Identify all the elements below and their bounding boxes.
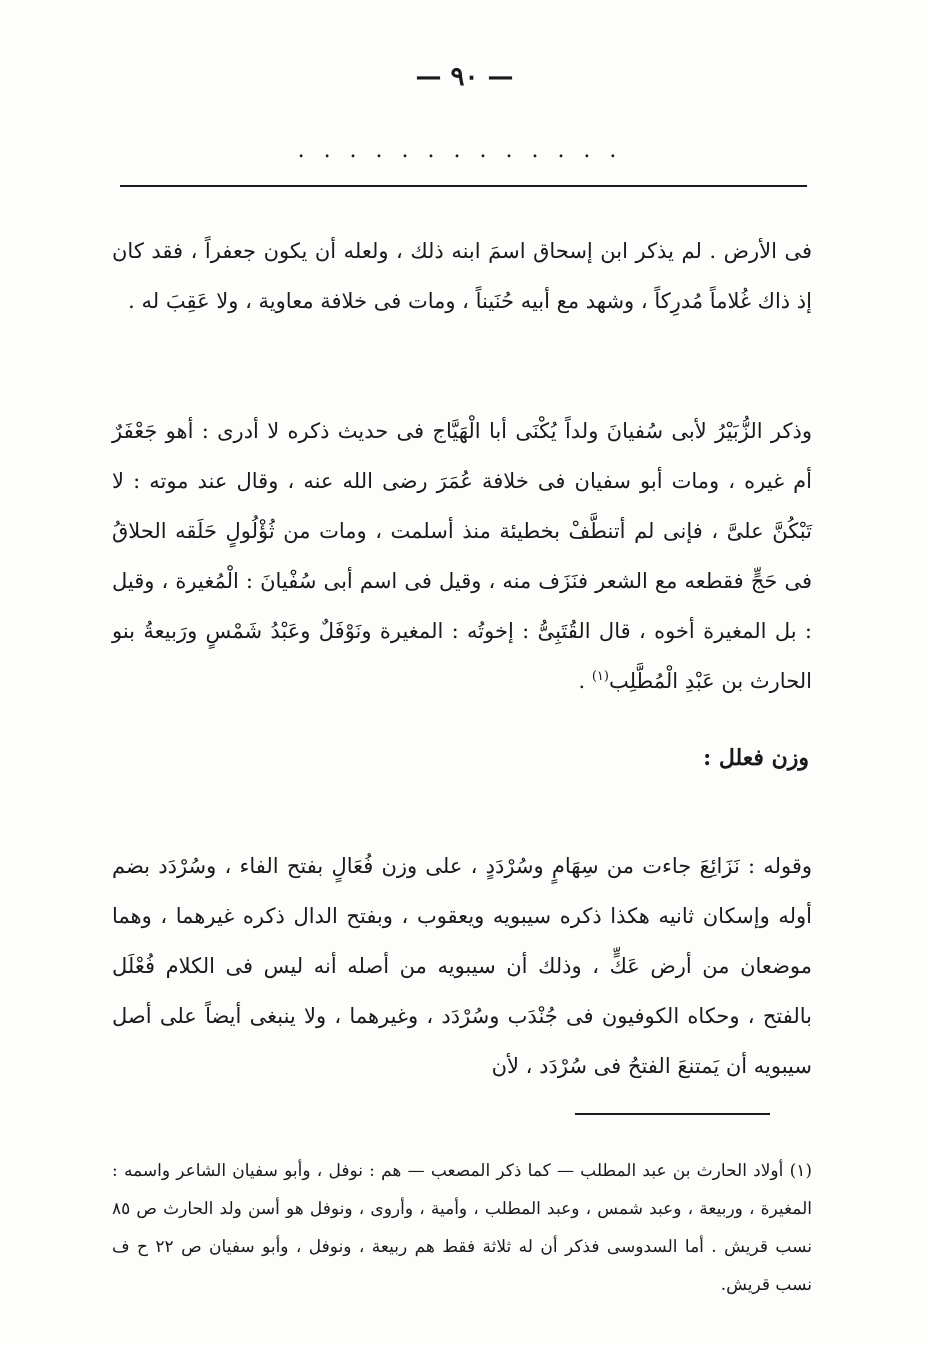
separator-dots: . . . . . . . . . . . . . [297,138,623,163]
footnote: (١) أولاد الحارث بن عبد المطلب — كما ذكر المصعب — هم : نوفل ، وأبو سفيان الشاعر واسمه : المغيرة ، وربيعة ، وعبد شمس ، وعبد المطلب ، وأمية ، وأروى ، ونوفل هو أسن ولد الحارث ص ٨٥ نسب قريش . أما السدوسى فذكر أن له ثلاثة فقط هم ربيعة ، ونوفل ، وأبو سفيان ص ٢٢ ح ف نسب قريش. [112,1161,813,1295]
paragraph-2-text: وذكر الزُّبَيْرُ لأبى سُفيانَ ولداً يُكْنَى أبا الْهَيَّاج فى حديث ذكره لا أدرى : أهو جَعْفَرٌ أم غيره ، ومات أبو سفيان فى خلافة عُمَرَ رضى الله عنه ، وقال عند موته : لا تَبْكُنَّ علىَّ ، فإنى لم أتنطَّفْ بخطيئة منذ أسلمت ، ومات من ثُؤْلُولٍ حَلَقه الحلاقُ فى حَجٍّ فقطعه مع الشعر فنَزَف منه ، وقيل فى اسم أبى سُفْيانَ : الْمُغيرة ، وقيل : بل المغيرة أخوه ، قال القُتَبِىُّ : إخوتُه : المغيرة ونَوْفَلٌ وعَبْدُ شَمْسٍ ورَبيعةُ بنو الحارث بن عَبْدِ الْمُطَّلِب [112,419,813,693]
top-rule [120,185,807,187]
footnote-ref: (١) [591,669,609,684]
paragraph-2-end: . [578,669,592,693]
footnote-rule [575,1113,770,1115]
paragraph-1: فى الأرض . لم يذكر ابن إسحاق اسمَ ابنه ذلك ، ولعله أن يكون جعفراً ، فقد كان إذ ذاك غُلاماً مُدرِكاً ، وشهد مع أبيه حُنَيناً ، ومات فى خلافة معاوية ، ولا عَقِبَ له . [112,239,812,313]
paragraph-3: وقوله : نَزَائِعَ جاءت من سِهَامٍ وسُرْدَدٍ ، على وزن فُعَالٍ بفتح الفاء ، وسُرْدَد بضم أوله وإسكان ثانيه هكذا ذكره سيبويه ويعقوب ، وبفتح الدال ذكره غيرهما ، وهما موضعان من أرض عَكٍّ ، وذلك أن سيبويه من أصله أنه ليس فى الكلام فُعْلَل بالفتح ، وحكاه الكوفيون فى جُنْدَب وسُرْدَد ، وغيرهما ، ولا ينبغى أيضاً على أصل سيبويه أن يَمتنعَ الفتحُ فى سُرْدَد ، لأن [112,854,812,1078]
page-number: — ٩٠ — [415,62,514,92]
section-heading: وزن فعلل : [703,745,809,771]
paragraph-2 [112,406,812,706]
